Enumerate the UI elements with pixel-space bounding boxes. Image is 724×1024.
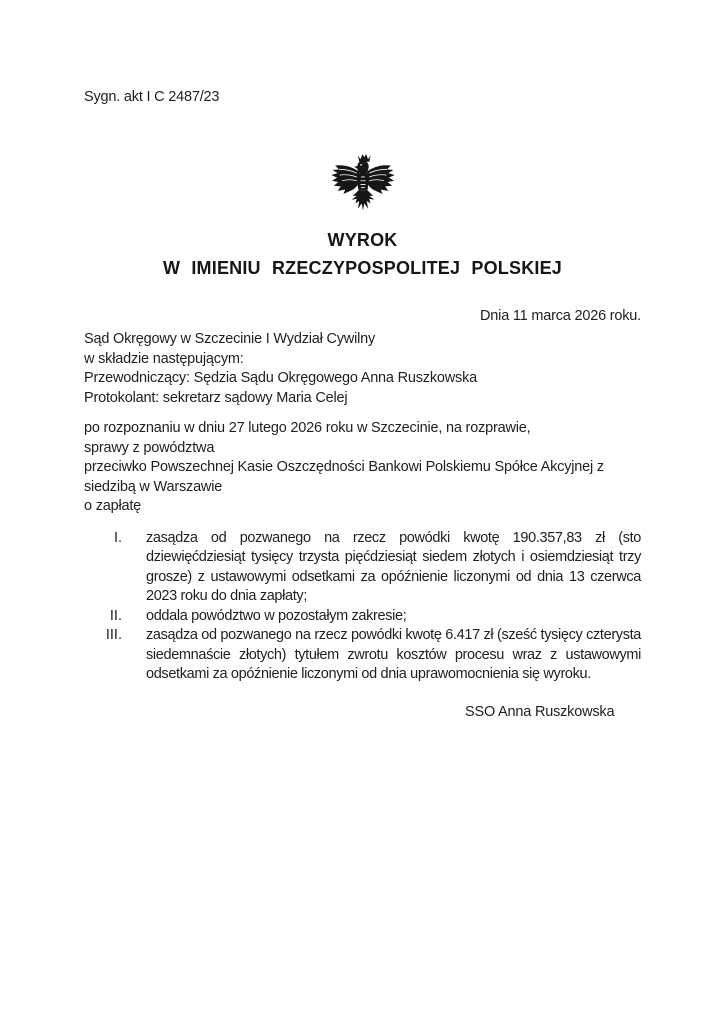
judgment-date: Dnia 11 marca 2026 roku. bbox=[480, 307, 641, 324]
court-composition-intro: w składzie następującym: bbox=[84, 350, 244, 367]
judge-signature: SSO Anna Ruszkowska bbox=[465, 703, 615, 720]
ruling-item-3 bbox=[84, 626, 641, 685]
case-signature: Sygn. akt I C 2487/23 bbox=[84, 89, 220, 105]
ruling-text: zasądza od pozwanego na rzecz powódki kwotę 190.357,83 zł (sto dziewięćdziesiąt tysięcy trzysta pięćdziesiąt siedem złotych i osiemdziesiąt trzy grosze) z ustawowymi odsetkami za opóźnienie liczonymi od dnia 13 czerwca 2023 roku do dnia zapłaty; bbox=[146, 529, 641, 604]
ruling-text: oddala powództwo w pozostałym zakresie; bbox=[146, 607, 407, 624]
emblem-row bbox=[84, 149, 641, 215]
presiding-judge: Przewodniczący: Sędzia Sądu Okręgowego Anna Ruszkowska bbox=[84, 370, 477, 386]
judgment-subtitle: W IMIENIU RZECZYPOSPOLITEJ POLSKIEJ bbox=[162, 257, 563, 278]
judgment-title: WYROK bbox=[327, 229, 398, 250]
ruling-numeral: III. bbox=[105, 627, 122, 643]
court-name: Sąd Okręgowy w Szczecinie I Wydział Cywilny bbox=[84, 331, 376, 347]
ruling-item-2 bbox=[84, 607, 641, 627]
claim-subject: o zapłatę bbox=[84, 498, 142, 514]
ruling-text: zasądza od pozwanego na rzecz powódki kwotę 6.417 zł (sześć tysięcy czterysta siedemnaście złotych) tytułem zwrotu kosztów procesu wraz z ustawowymi odsetkami za opóźnienie liczonymi od dnia uprawomocnienia się wyroku. bbox=[146, 627, 641, 682]
polish-eagle-emblem bbox=[325, 149, 401, 215]
ruling-item-1 bbox=[84, 529, 641, 607]
court-composition-block bbox=[84, 330, 641, 408]
claimant-line: sprawy z powództwa bbox=[84, 439, 215, 456]
defendant-line: przeciwko Powszechnej Kasie Oszczędności Bankowi Polskiemu Spółce Akcyjnej z siedzibą w Warszawie bbox=[84, 459, 604, 495]
ruling-numeral: I. bbox=[113, 529, 122, 546]
rulings-list bbox=[84, 529, 641, 685]
hearing-info: po rozpoznaniu w dniu 27 lutego 2026 roku w Szczecinie, na rozprawie, bbox=[84, 420, 531, 436]
case-description-block bbox=[84, 419, 641, 517]
ruling-numeral: II. bbox=[109, 607, 122, 624]
eagle-eye bbox=[360, 164, 362, 166]
court-clerk: Protokolant: sekretarz sądowy Maria Celej bbox=[84, 389, 348, 406]
